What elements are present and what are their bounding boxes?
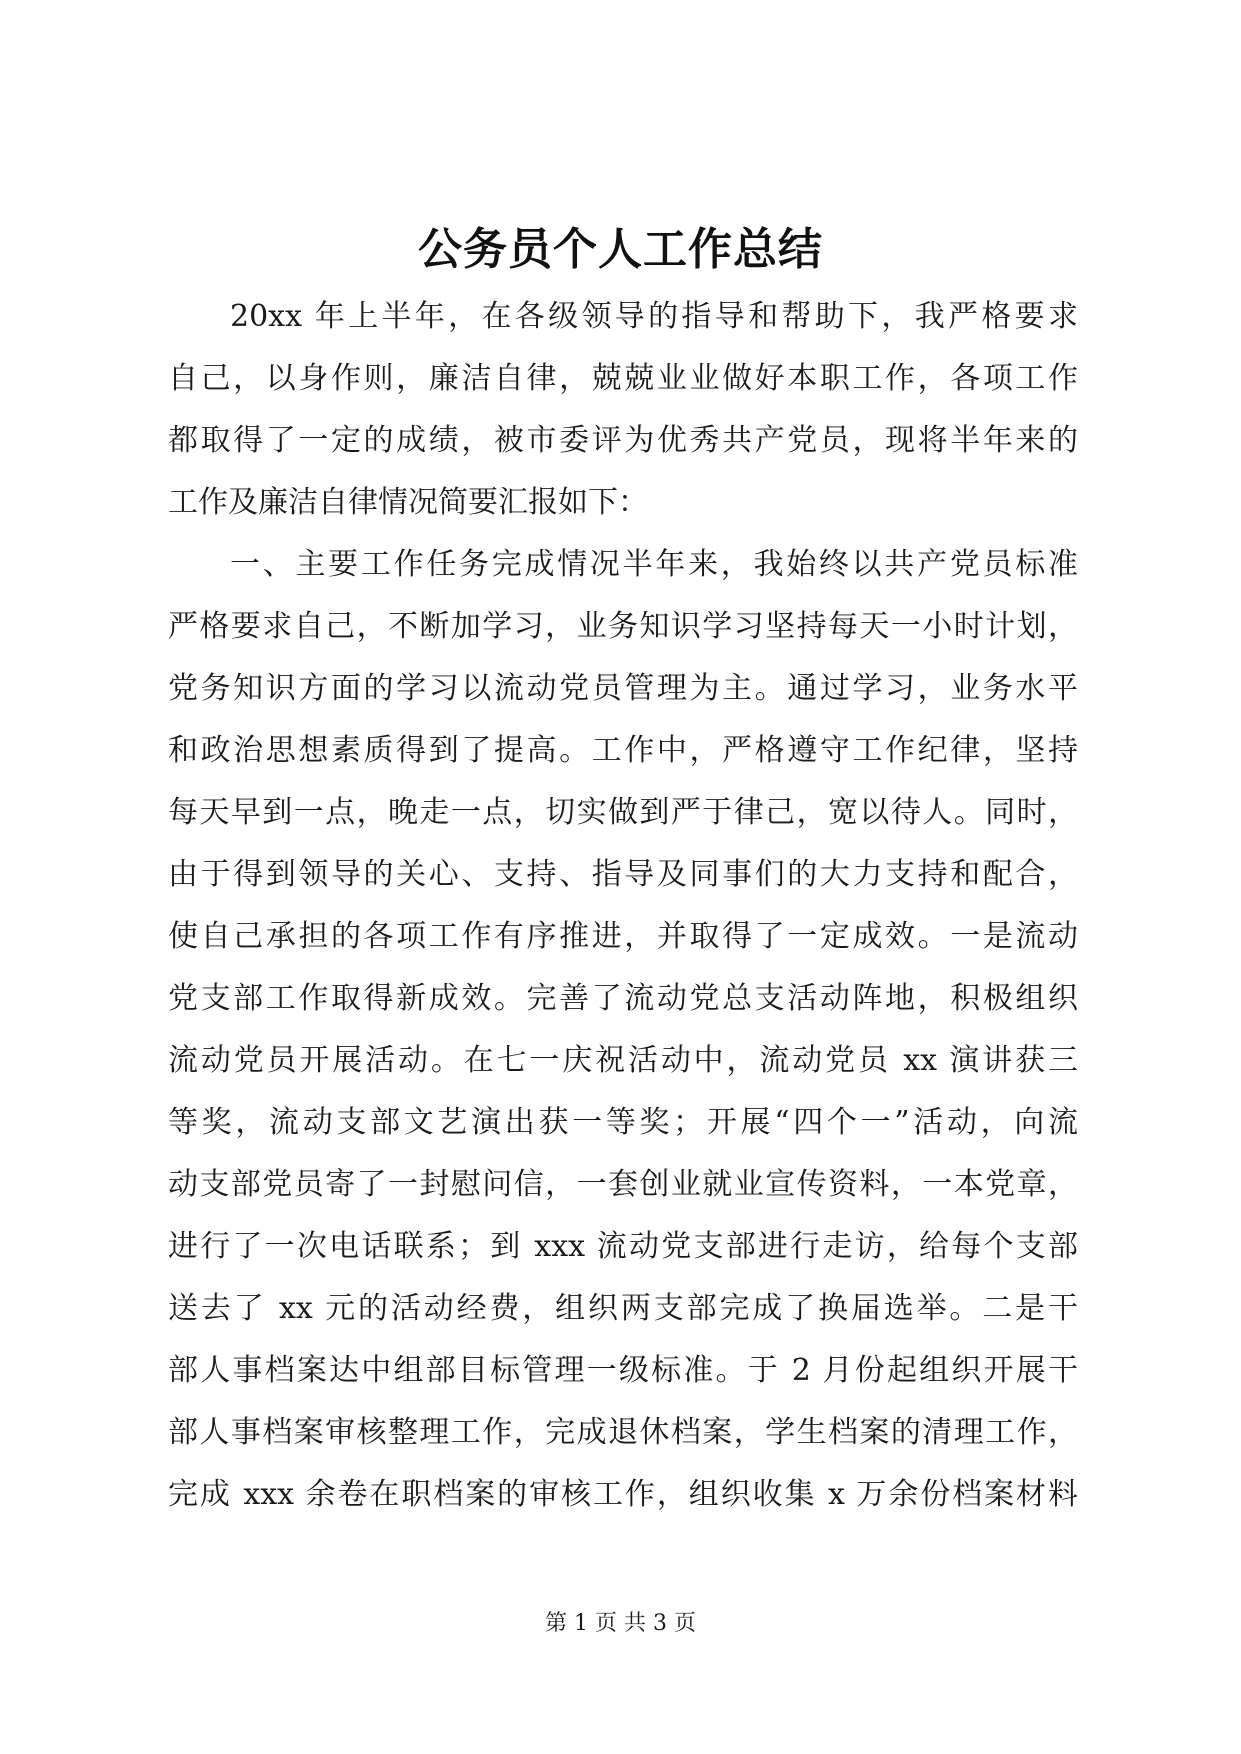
text-line: 由于得到领导的关心、支持、指导及同事们的大力支持和配合， bbox=[168, 857, 1078, 892]
text-line: 每天早到一点，晚走一点，切实做到严于律己，宽以待人。同时， bbox=[168, 795, 1078, 830]
text-line: 党务知识方面的学习以流动党员管理为主。通过学习，业务水平 bbox=[168, 671, 1078, 706]
document-title: 公务员个人工作总结 bbox=[418, 224, 823, 275]
text-line: 严格要求自己，不断加学习，业务知识学习坚持每天一小时计划， bbox=[168, 609, 1078, 644]
text-line: 完成 xxx 余卷在职档案的审核工作，组织收集 x 万余份档案材料 bbox=[168, 1477, 1078, 1512]
text-line: 一、主要工作任务完成情况半年来，我始终以共产党员标准 bbox=[230, 547, 1078, 582]
text-line: 使自己承担的各项工作有序推进，并取得了一定成效。一是流动 bbox=[168, 919, 1078, 954]
text-line: 党支部工作取得新成效。完善了流动党总支活动阵地，积极组织 bbox=[168, 981, 1078, 1016]
text-line: 部人事档案达中组部目标管理一级标准。于 2 月份起组织开展干 bbox=[168, 1353, 1078, 1388]
document-body bbox=[168, 286, 1078, 1526]
text-line: 送去了 xx 元的活动经费，组织两支部完成了换届选举。二是干 bbox=[168, 1291, 1078, 1326]
text-line: 工作及廉洁自律情况简要汇报如下： bbox=[168, 485, 648, 520]
text-line: 部人事档案审核整理工作，完成退休档案，学生档案的清理工作， bbox=[168, 1415, 1078, 1450]
text-line: 自己，以身作则，廉洁自律，兢兢业业做好本职工作，各项工作 bbox=[168, 361, 1078, 396]
text-line: 和政治思想素质得到了提高。工作中，严格遵守工作纪律，坚持 bbox=[168, 733, 1078, 768]
text-line: 流动党员开展活动。在七一庆祝活动中，流动党员 xx 演讲获三 bbox=[168, 1043, 1078, 1078]
text-line: 等奖，流动支部文艺演出获一等奖；开展“四个一”活动，向流 bbox=[168, 1105, 1078, 1140]
text-line: 都取得了一定的成绩，被市委评为优秀共产党员，现将半年来的 bbox=[168, 423, 1078, 458]
text-line: 20xx 年上半年，在各级领导的指导和帮助下，我严格要求 bbox=[230, 299, 1078, 334]
text-line: 动支部党员寄了一封慰问信，一套创业就业宣传资料，一本党章， bbox=[168, 1167, 1078, 1202]
text-line: 进行了一次电话联系；到 xxx 流动党支部进行走访，给每个支部 bbox=[168, 1229, 1078, 1264]
page-footer: 第 1 页 共 3 页 bbox=[545, 1611, 696, 1636]
